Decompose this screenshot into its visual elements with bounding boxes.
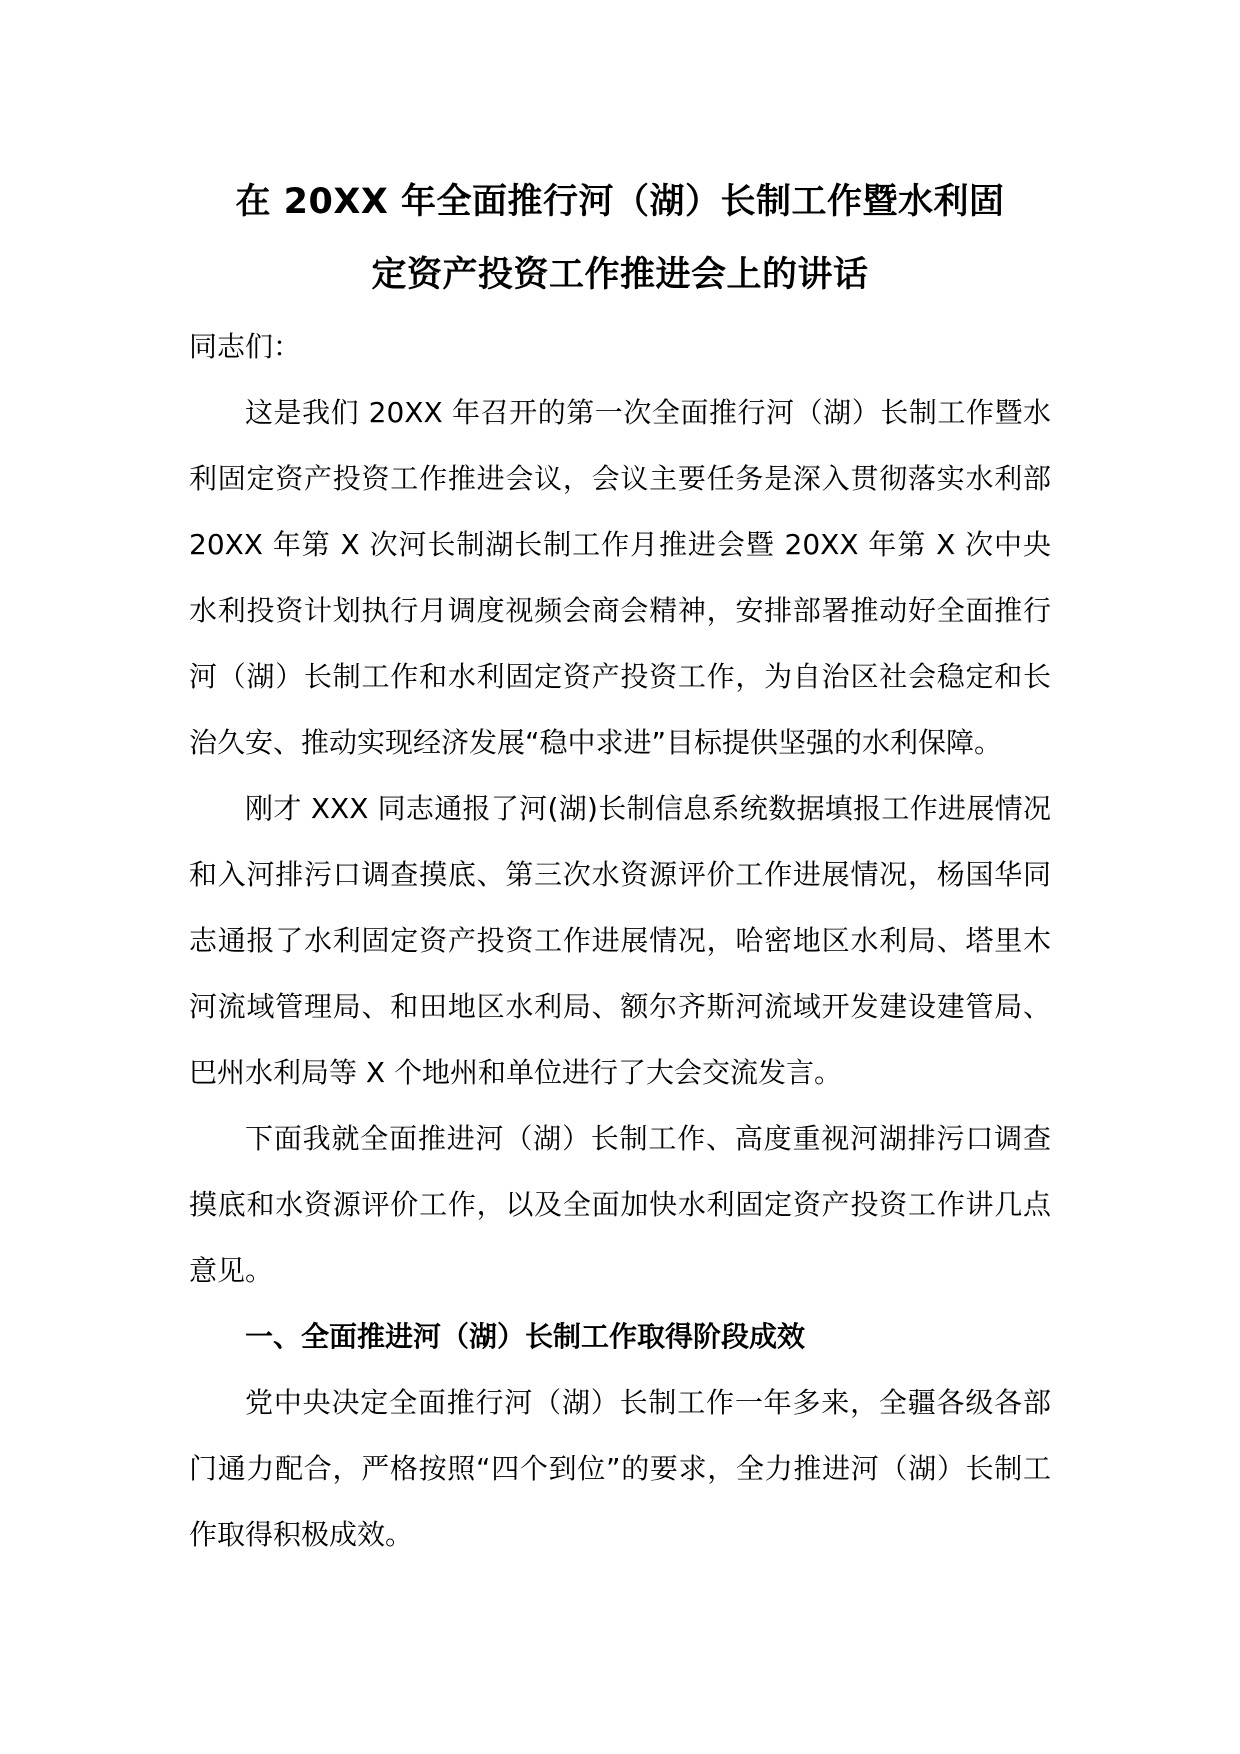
- title-line-1: 在 20XX 年全面推行河（湖）长制工作暨水利固: [235, 182, 1005, 222]
- paragraph-intro: 这是我们 20XX 年召开的第一次全面推行河（湖）长制工作暨水利固定资产投资工作推进会议，会议主要任务是深入贯彻落实水利部 20XX 年第 X 次河长制湖长制工作月推进会暨 20XX 年第 X 次中央水利投资计划执行月调度视频会商会精神，安排部署推动好全面推行河（湖）长制工作和水利固定资产投资工作，为自治区社会稳定和长治久安、推动实现经济发展“稳中求进”目标提供坚强的水利保障。: [189, 396, 1051, 759]
- paragraph-reports: 刚才 XXX 同志通报了河(湖)长制信息系统数据填报工作进展情况和入河排污口调查摸底、第三次水资源评价工作进展情况，杨国华同志通报了水利固定资产投资工作进展情况，哈密地区水利局、塔里木河流域管理局、和田地区水利局、额尔齐斯河流域开发建设建管局、巴州水利局等 X 个地州和单位进行了大会交流发言。: [189, 792, 1051, 1089]
- title-line-2: 定资产投资工作推进会上的讲话: [371, 255, 869, 295]
- document-body: [189, 166, 1051, 1568]
- document-title: [189, 166, 1051, 312]
- salutation: 同志们：: [189, 330, 302, 363]
- paragraph-outline: 下面我就全面推进河（湖）长制工作、高度重视河湖排污口调查摸底和水资源评价工作，以及全面加快水利固定资产投资工作讲几点意见。: [189, 1122, 1051, 1287]
- section-heading-1: 一、全面推进河（湖）长制工作取得阶段成效: [245, 1320, 806, 1353]
- paragraph-section-1: 党中央决定全面推行河（湖）长制工作一年多来，全疆各级各部门通力配合，严格按照“四个到位”的要求，全力推进河（湖）长制工作取得积极成效。: [189, 1386, 1051, 1551]
